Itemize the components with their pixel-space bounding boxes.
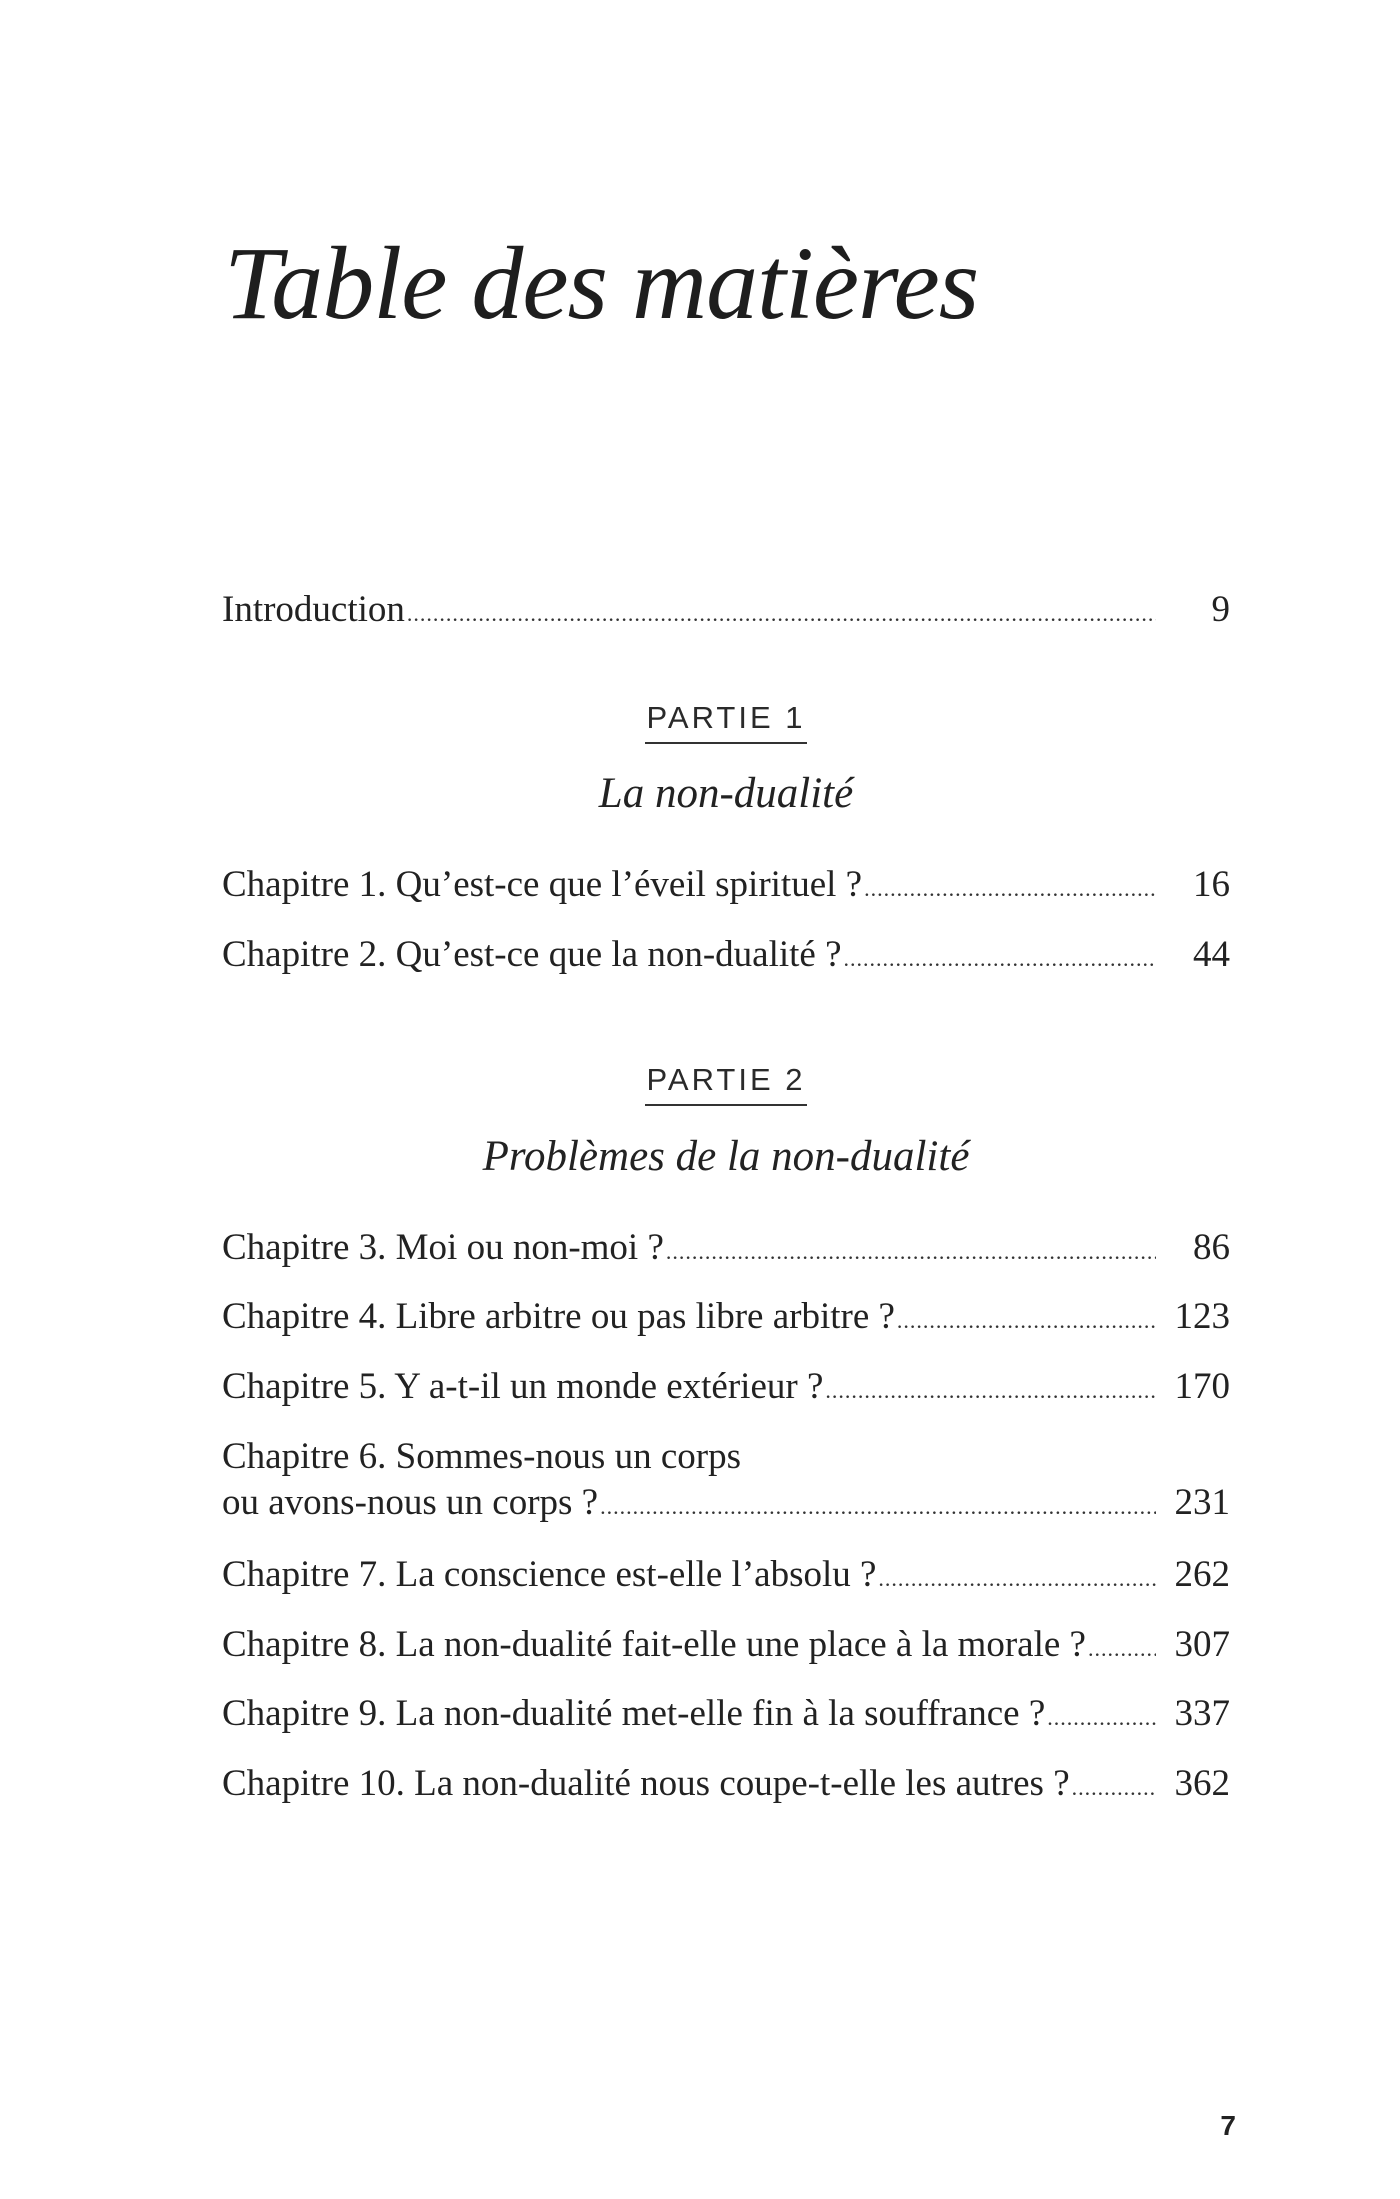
dot-leader (1047, 1695, 1156, 1741)
entry-page-number: 307 (1174, 1624, 1230, 1665)
part-label-text: PARTIE 1 (645, 700, 808, 744)
entry-title: Chapitre 10. La non-dualité nous coupe-t-elle les autres ? (222, 1763, 1070, 1804)
dot-leader (897, 1298, 1156, 1344)
entry-page-number: 170 (1174, 1366, 1230, 1407)
part-2-label (222, 1062, 1230, 1106)
part-label-text: PARTIE 2 (645, 1062, 808, 1106)
entry-title: Chapitre 2. Qu’est-ce que la non-dualité ? (222, 934, 842, 975)
toc-entry-chapter-7[interactable] (222, 1552, 1230, 1602)
entry-page-number: 362 (1174, 1763, 1230, 1804)
toc-entry-chapter-8[interactable] (222, 1622, 1230, 1672)
toc-entry-chapter-10[interactable] (222, 1761, 1230, 1811)
dot-leader (1088, 1626, 1156, 1672)
entry-title-line-2: ou avons-nous un corps ? (222, 1482, 599, 1523)
entry-title: Chapitre 9. La non-dualité met-elle fin à la souffrance ? (222, 1693, 1046, 1734)
dot-leader (825, 1368, 1156, 1414)
toc-entry-chapter-3[interactable] (222, 1225, 1230, 1275)
entry-title: Introduction (222, 589, 405, 630)
entry-title: Chapitre 7. La conscience est-elle l’absolu ? (222, 1554, 877, 1595)
part-2-title: Problèmes de la non-dualité (482, 1133, 970, 1180)
dot-leader (1072, 1765, 1156, 1811)
toc-entry-chapter-6[interactable] (222, 1434, 1230, 1530)
entry-page-number: 337 (1174, 1693, 1230, 1734)
dot-leader (600, 1484, 1156, 1530)
toc-entry-chapter-4[interactable] (222, 1294, 1230, 1344)
page-title: Table des matières (224, 226, 979, 341)
toc-entry-chapter-1[interactable] (222, 862, 1230, 912)
entry-title: Chapitre 3. Moi ou non-moi ? (222, 1227, 664, 1268)
toc-entry-chapter-5[interactable] (222, 1364, 1230, 1414)
dot-leader (407, 591, 1156, 637)
dot-leader (864, 866, 1156, 912)
part-1-label (222, 700, 1230, 744)
dot-leader (878, 1556, 1156, 1602)
entry-title: Chapitre 4. Libre arbitre ou pas libre arbitre ? (222, 1296, 895, 1337)
toc-entry-chapter-2[interactable] (222, 932, 1230, 982)
entry-page-number: 262 (1174, 1554, 1230, 1595)
dot-leader (844, 936, 1156, 982)
page-number: 7 (1220, 2110, 1236, 2141)
part-1-title: La non-dualité (598, 770, 854, 817)
entry-title: Chapitre 8. La non-dualité fait-elle une place à la morale ? (222, 1624, 1086, 1665)
entry-page-number: 16 (1193, 864, 1230, 905)
entry-page-number: 44 (1193, 934, 1230, 975)
entry-title: Chapitre 5. Y a-t-il un monde extérieur ? (222, 1366, 824, 1407)
entry-title-line-1: Chapitre 6. Sommes-nous un corps (222, 1436, 741, 1477)
entry-page-number: 86 (1193, 1227, 1230, 1268)
entry-page-number: 9 (1211, 589, 1230, 630)
entry-page-number: 231 (1174, 1482, 1230, 1523)
toc-entry-introduction[interactable] (222, 587, 1230, 637)
entry-page-number: 123 (1174, 1296, 1230, 1337)
entry-title: Chapitre 1. Qu’est-ce que l’éveil spirituel ? (222, 864, 863, 905)
toc-entry-chapter-9[interactable] (222, 1691, 1230, 1741)
dot-leader (666, 1229, 1156, 1275)
